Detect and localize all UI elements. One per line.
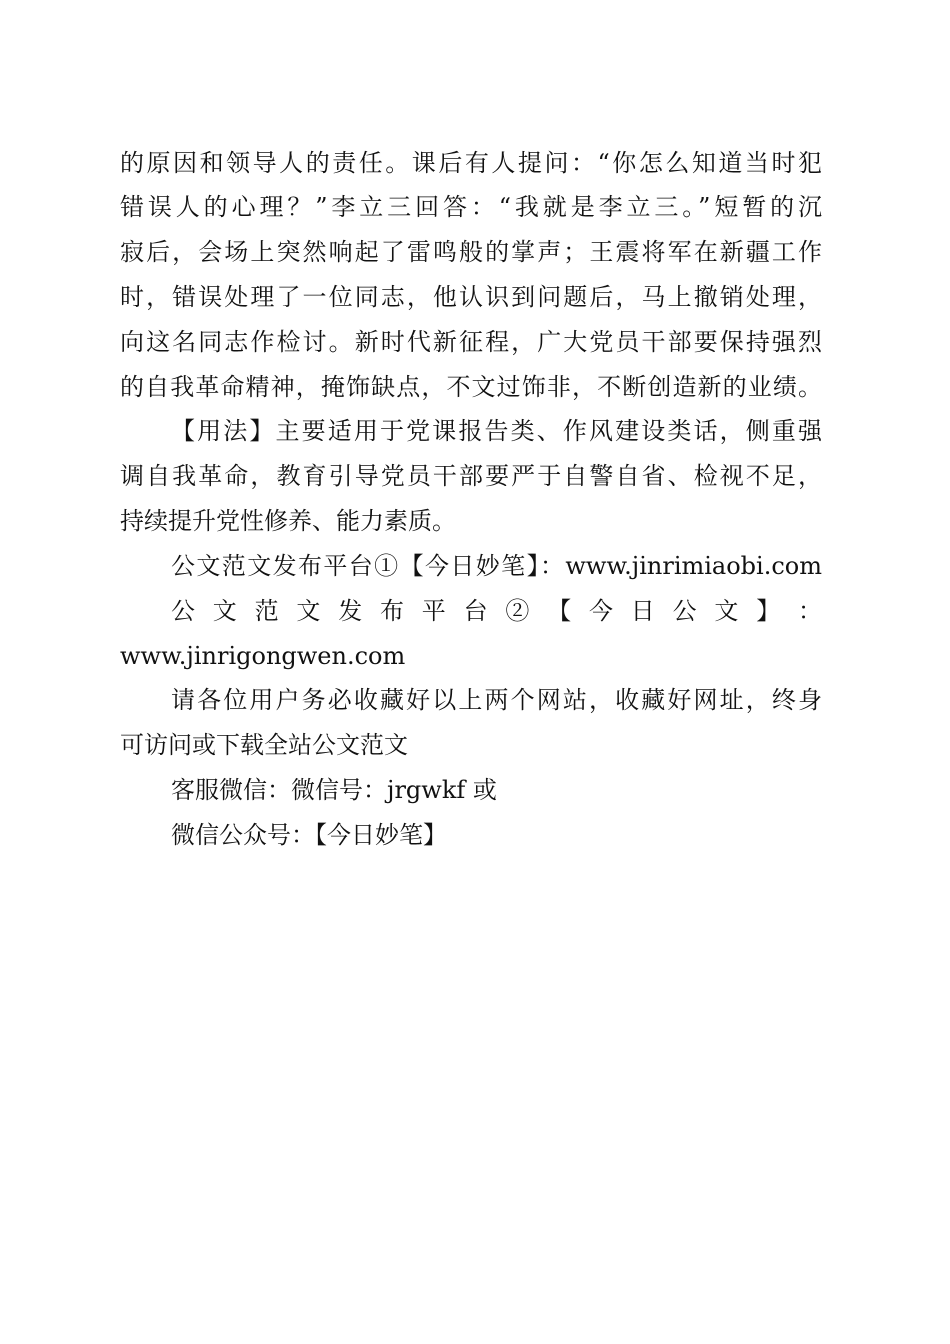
- body-text-line: 寂后，会场上突然响起了雷鸣般的掌声；王震将军在新疆工作: [120, 238, 822, 266]
- body-text-line: 的自我革命精神，掩饰缺点，不文过饰非，不断创造新的业绩。: [120, 373, 822, 401]
- usage-text-line: 【用法】主要适用于党课报告类、作风建设类话，侧重强: [171, 417, 822, 445]
- service-wechat-line: 客服微信：微信号：jrgwkf 或: [171, 776, 497, 804]
- notice-text-line: 可访问或下载全站公文范文: [120, 731, 408, 759]
- platform-two-url: www.jinrigongwen.com: [120, 642, 406, 670]
- body-text-line: 错误人的心理？”李立三回答：“我就是李立三。”短暂的沉: [120, 193, 822, 221]
- public-account-line: 微信公众号：【今日妙笔】: [171, 821, 447, 849]
- body-text-line: 时，错误处理了一位同志，他认识到问题后，马上撤销处理，: [120, 283, 822, 311]
- usage-text-line: 持续提升党性修养、能力素质。: [120, 507, 456, 535]
- platform-two-line: 公 文 范 文 发 布 平 台 ② 【 今 日 公 文 】 ：: [171, 597, 822, 625]
- body-text-line: 的原因和领导人的责任。课后有人提问：“你怎么知道当时犯: [120, 149, 822, 177]
- usage-text-line: 调自我革命，教育引导党员干部要严于自警自省、检视不足，: [120, 462, 822, 490]
- platform-one-line: 公文范文发布平台①【今日妙笔】：www.jinrimiaobi.com: [171, 552, 822, 580]
- notice-text-line: 请各位用户务必收藏好以上两个网站，收藏好网址，终身: [171, 686, 822, 714]
- body-text-line: 向这名同志作检讨。新时代新征程，广大党员干部要保持强烈: [120, 328, 822, 356]
